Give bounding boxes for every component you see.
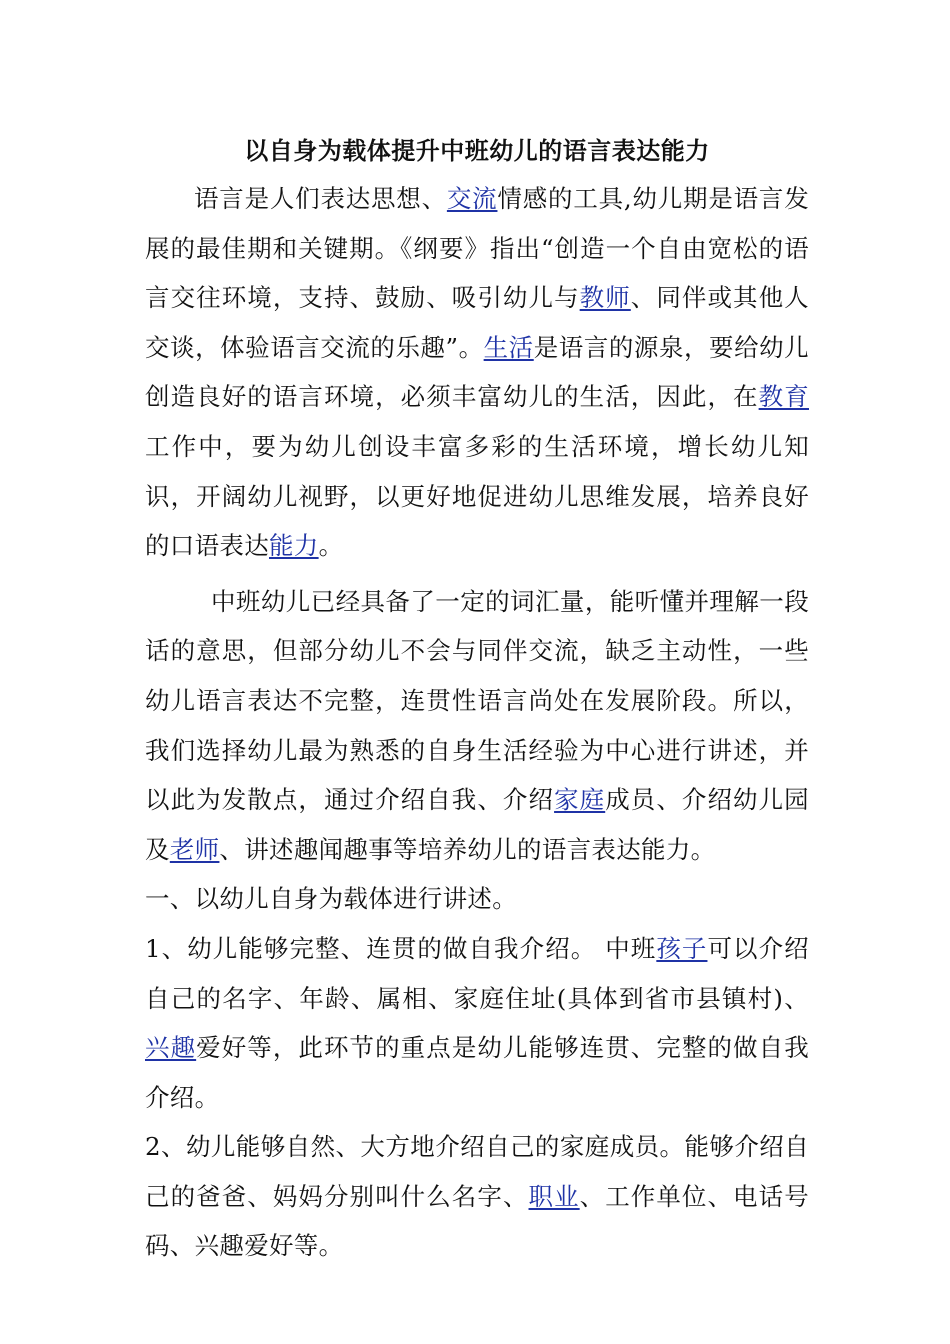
- hyperlink[interactable]: 教育: [758, 382, 809, 412]
- section-heading-1: [145, 874, 809, 924]
- hyperlink[interactable]: 生活: [483, 332, 534, 362]
- document-title: 以自身为载体提升中班幼儿的语言表达能力: [244, 136, 710, 165]
- text-run: 、同伴或其他人交谈，体验语言交流的乐趣”。: [145, 283, 809, 362]
- hyperlink[interactable]: 职业: [528, 1181, 580, 1211]
- text-run: 语言是人们表达思想、: [194, 184, 447, 213]
- text-run: 。: [318, 531, 344, 561]
- text-run: 情感的工具,幼儿期是语言发展的最佳期和关键期。《纲要》指出“创造一个自由宽松的语言交往环境，支持、鼓励、吸引幼儿与: [145, 184, 810, 313]
- list-item-1: [145, 924, 809, 1122]
- text-run: 爱好等，此环节的重点是幼儿能够连贯、完整的做自我介绍。: [145, 1033, 809, 1112]
- document-body: [145, 128, 809, 1271]
- paragraph-intro: [145, 174, 809, 571]
- hyperlink[interactable]: 孩子: [656, 933, 708, 963]
- hyperlink[interactable]: 能力: [269, 531, 319, 561]
- hyperlink[interactable]: 老师: [169, 834, 220, 864]
- text-run: 工作中，要为幼儿创设丰富多彩的生活环境，增长幼儿知识，开阔幼儿视野，以更好地促进幼儿思维发展，培养良好的口语表达: [145, 431, 809, 561]
- text-run: 成员、介绍幼儿园及: [145, 785, 809, 864]
- text-run: 1、幼儿能够完整、连贯的做自我介绍。 中班: [145, 933, 657, 963]
- list-item-2: [145, 1122, 809, 1271]
- text-run: 2、幼儿能够自然、大方地介绍自己的家庭成员。能够介绍自己的爸爸、妈妈分别叫什么名字、: [145, 1132, 809, 1211]
- hyperlink[interactable]: 家庭: [554, 785, 606, 815]
- text-run: 是语言的源泉，要给幼儿创造良好的语言环境，必须丰富幼儿的生活，因此，在: [145, 332, 809, 412]
- text-run: 、讲述趣闻趣事等培养幼儿的语言表达能力。: [219, 834, 716, 864]
- hyperlink[interactable]: 交流: [446, 184, 498, 213]
- text-run: 一、以幼儿自身为载体进行讲述。: [145, 884, 517, 914]
- paragraph-context: [145, 577, 809, 875]
- text-run: 可以介绍自己的名字、年龄、属相、家庭住址(具体到省市县镇村)、: [145, 933, 809, 1013]
- hyperlink[interactable]: 教师: [579, 283, 631, 313]
- hyperlink[interactable]: 兴趣: [145, 1033, 197, 1063]
- text-run: 、工作单位、电话号码、兴趣爱好等。: [145, 1181, 809, 1261]
- text-run: 中班幼儿已经具备了一定的词汇量，能听懂并理解一段话的意思，但部分幼儿不会与同伴交流，缺乏主动性，一些幼儿语言表达不完整，连贯性语言尚处在发展阶段。所以，我们选择幼儿最为熟悉的自身生活经验为中心进行讲述，并以此为发散点，通过介绍自我、介绍: [145, 586, 809, 815]
